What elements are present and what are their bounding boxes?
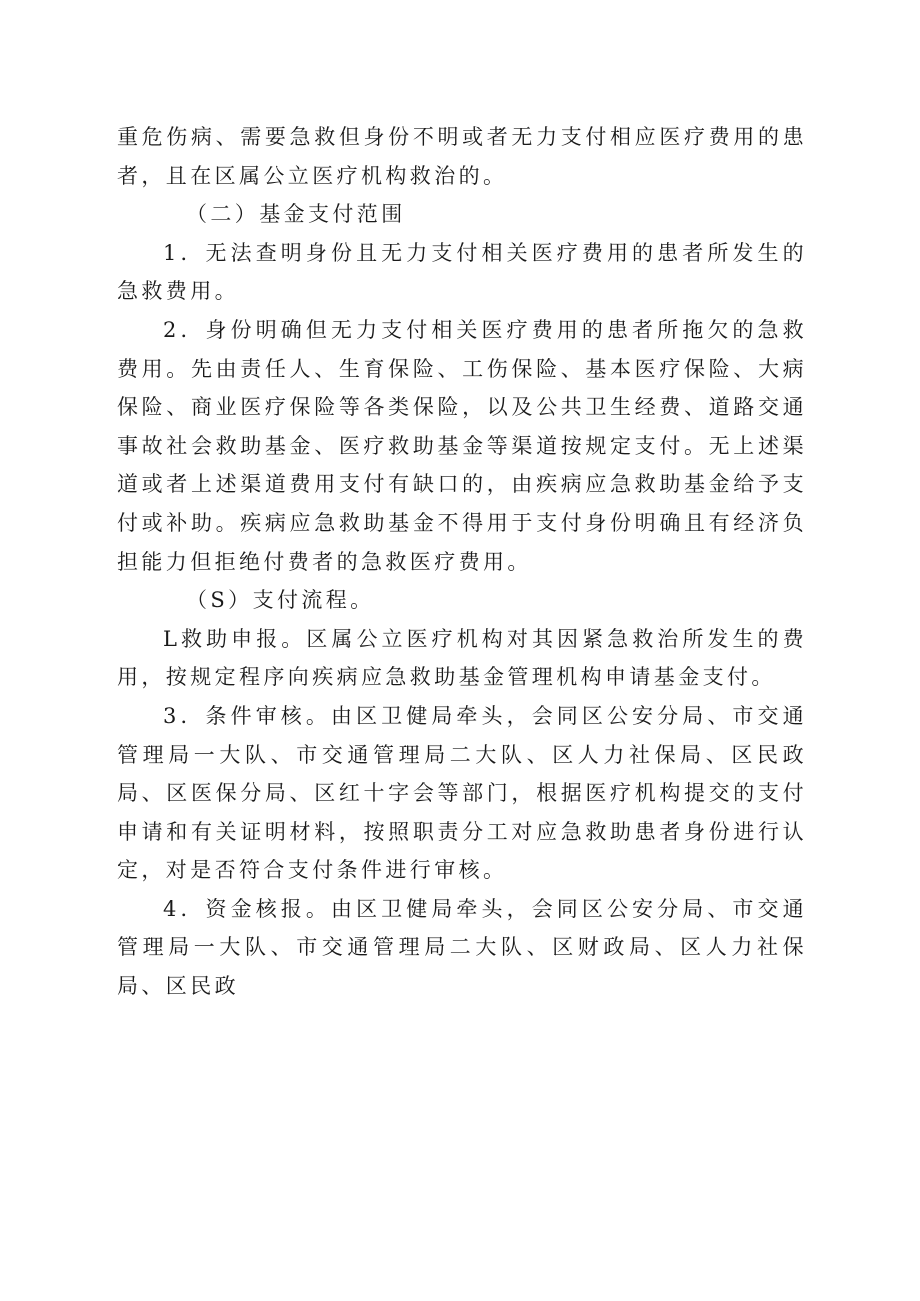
paragraph-item-3: 3．条件审核。由区卫健局牵头，会同区公安分局、市交通管理局一大队、市交通管理局二大队、区人力社保局、区民政局、区医保分局、区红十字会等部门，根据医疗机构提交的支付申请和有关证明材料，按照职责分工对应急救助患者身份进行认定，对是否符合支付条件进行审核。 (117, 703, 807, 883)
section-heading-fund-scope: （二）基金支付范围 (186, 202, 406, 227)
section-heading-payment-process: （S）支付流程。 (186, 588, 375, 613)
paragraph-item-application: L救助申报。区属公立医疗机构对其因紧急救治所发生的费用，按规定程序向疾病应急救助基金管理机构申请基金支付。 (117, 626, 807, 690)
paragraph-item-4: 4．资金核报。由区卫健局牵头，会同区公安分局、市交通管理局一大队、市交通管理局二大队、区财政局、区人力社保局、区民政 (117, 896, 807, 999)
document-body (117, 118, 807, 1006)
paragraph-item-2: 2．身份明确但无力支付相关医疗费用的患者所拖欠的急救费用。先由责任人、生育保险、工伤保险、基本医疗保险、大病保险、商业医疗保险等各类保险，以及公共卫生经费、道路交通事故社会救助基金、医疗救助基金等渠道按规定支付。无上述渠道或者上述渠道费用支付有缺口的，由疾病应急救助基金给予支付或补助。疾病应急救助基金不得用于支付身份明确且有经济负担能力但拒绝付费者的急救医疗费用。 (117, 317, 807, 574)
paragraph-item-1: 1．无法查明身份且无力支付相关医疗费用的患者所发生的急救费用。 (117, 240, 807, 304)
paragraph-continuation: 重危伤病、需要急救但身份不明或者无力支付相应医疗费用的患者，且在区属公立医疗机构救治的。 (117, 125, 807, 188)
